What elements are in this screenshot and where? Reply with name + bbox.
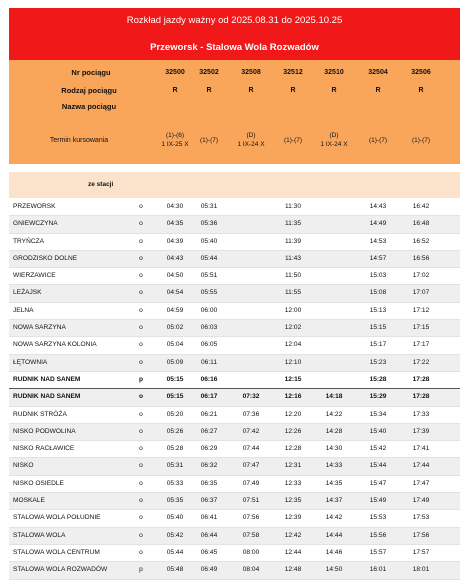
train-type: R: [172, 87, 178, 94]
departure-time: 12:15: [284, 375, 302, 383]
departure-time: 06:00: [200, 306, 218, 314]
departure-time: 07:36: [242, 410, 260, 418]
departure-time: 05:26: [166, 427, 184, 435]
departure-time: 14:53: [369, 237, 387, 245]
departure-time: 04:35: [166, 220, 184, 228]
stop-kind: p: [139, 566, 143, 574]
stop-kind: o: [139, 479, 143, 487]
departure-time: 15:08: [369, 289, 387, 297]
train-number: 32508: [241, 69, 261, 76]
departure-time: 15:23: [369, 358, 387, 366]
departure-time: 17:53: [412, 514, 430, 522]
departure-time: 12:04: [284, 341, 302, 349]
table-row: [9, 510, 460, 527]
train-number: 32506: [411, 69, 431, 76]
departure-time: 15:34: [369, 410, 387, 418]
departure-time: 05:40: [166, 514, 184, 522]
stop-kind: o: [139, 324, 143, 332]
schedule-period: 1 IX-24 X: [237, 141, 265, 148]
timetable-rows: [9, 199, 460, 580]
departure-time: 06:05: [200, 341, 218, 349]
station-name: LEŻAJSK: [13, 289, 42, 297]
train-number: 32504: [368, 69, 388, 76]
route-title: Przeworsk - Stalowa Wola Rozwadów: [150, 42, 319, 53]
schedule-days: (1)-(7): [411, 137, 431, 144]
train-number: 32510: [324, 69, 344, 76]
departure-time: 05:33: [166, 479, 184, 487]
departure-time: 08:00: [242, 548, 260, 556]
train-type: R: [375, 87, 381, 94]
departure-time: 17:15: [412, 324, 430, 332]
departure-time: 15:29: [369, 393, 387, 401]
departure-time: 04:39: [166, 237, 184, 245]
departure-time: 05:35: [166, 497, 184, 505]
departure-time: 17:02: [412, 272, 430, 280]
schedule-days: (1)-(7): [283, 137, 303, 144]
train-type: R: [331, 87, 337, 94]
departure-time: 06:35: [200, 479, 218, 487]
departure-time: 12:42: [284, 531, 302, 539]
departure-time: 17:28: [412, 393, 430, 401]
departure-time: 17:41: [412, 445, 430, 453]
departure-time: 15:28: [369, 375, 387, 383]
departure-time: 15:17: [369, 341, 387, 349]
departure-time: 14:43: [369, 203, 387, 210]
schedule-period: 1 IX-25 X: [161, 141, 189, 148]
schedule-days: (D): [329, 132, 339, 139]
departure-time: 11:43: [284, 254, 301, 262]
departure-time: 04:30: [166, 203, 184, 210]
departure-time: 15:53: [369, 514, 387, 522]
train-number-label: Nr pociągu: [71, 68, 111, 77]
table-row: [9, 562, 460, 579]
departure-time: 05:28: [166, 445, 184, 453]
departure-time: 14:49: [369, 220, 387, 228]
departure-time: 16:52: [412, 237, 430, 245]
stop-kind: o: [139, 445, 143, 453]
departure-time: 12:48: [284, 566, 302, 574]
station-name: RUDNIK STRÓŻA: [13, 410, 67, 418]
departure-time: 14:46: [325, 548, 343, 556]
departure-time: 12:00: [284, 306, 302, 314]
departure-time: 15:42: [369, 445, 387, 453]
stop-kind: o: [139, 548, 143, 556]
departure-time: 07:58: [242, 531, 260, 539]
train-number: 32502: [199, 69, 219, 76]
validity-title: Rozkład jazdy ważny od 2025.08.31 do 2025.10.25: [126, 15, 343, 26]
departure-time: 05:15: [166, 393, 184, 401]
station-name: ŁĘTOWNIA: [13, 358, 48, 366]
departure-time: 07:51: [242, 497, 260, 505]
table-row: [9, 528, 460, 545]
departure-time: 06:27: [200, 427, 218, 435]
station-name: NOWA SARZYNA: [13, 324, 66, 332]
table-row: [9, 320, 460, 337]
departure-time: 12:20: [284, 410, 302, 418]
stop-kind: o: [139, 462, 143, 470]
departure-time: 17:07: [412, 289, 430, 297]
departure-time: 04:59: [166, 306, 184, 314]
departure-time: 06:45: [200, 548, 218, 556]
departure-time: 04:54: [166, 289, 184, 297]
schedule-label: Termin kursowania: [49, 137, 109, 144]
table-row: [9, 355, 460, 372]
departure-time: 17:44: [412, 462, 430, 470]
stop-kind: o: [139, 514, 143, 522]
stop-kind: o: [139, 272, 143, 280]
departure-time: 06:41: [200, 514, 218, 522]
train-name-label: Nazwa pociągu: [61, 102, 117, 111]
departure-time: 07:56: [242, 514, 260, 522]
departure-time: 12:26: [284, 427, 302, 435]
departure-time: 17:49: [412, 497, 430, 505]
departure-time: 08:04: [242, 566, 260, 574]
table-row: [9, 268, 460, 285]
departure-time: 14:44: [325, 531, 343, 539]
departure-time: 14:57: [369, 254, 387, 262]
departure-time: 14:18: [325, 393, 343, 401]
departure-time: 12:16: [284, 393, 302, 401]
stop-kind: o: [139, 203, 143, 210]
table-row: [9, 234, 460, 251]
departure-time: 06:16: [200, 375, 218, 383]
table-row: [9, 389, 460, 406]
table-row: [9, 372, 460, 389]
departure-time: 07:47: [242, 462, 260, 470]
stop-kind: o: [138, 393, 144, 401]
departure-time: 17:28: [412, 375, 430, 383]
stop-kind: o: [139, 410, 143, 418]
departure-time: 12:02: [284, 324, 302, 332]
stop-kind: o: [139, 237, 143, 245]
station-name: TRYŃCZA: [13, 237, 45, 245]
departure-time: 06:11: [200, 358, 217, 366]
table-row: [9, 545, 460, 562]
departure-time: 05:48: [166, 566, 184, 574]
departure-time: 12:35: [284, 497, 302, 505]
departure-time: 06:37: [200, 497, 218, 505]
departure-time: 05:31: [200, 203, 218, 210]
train-type: R: [290, 87, 296, 94]
departure-time: 17:47: [412, 479, 430, 487]
departure-time: 11:30: [284, 203, 301, 210]
station-name: PRZEWORSK: [13, 203, 56, 210]
schedule-period: 1 IX-24 X: [320, 141, 348, 148]
departure-time: 05:44: [166, 548, 184, 556]
station-name: WIERZAWICE: [13, 272, 56, 280]
train-schedule: [395, 136, 447, 145]
departure-time: 17:57: [412, 548, 430, 556]
departure-time: 05:20: [166, 410, 184, 418]
departure-time: 14:28: [325, 427, 343, 435]
departure-time: 05:31: [166, 462, 184, 470]
departure-time: 16:48: [412, 220, 430, 228]
departure-time: 16:42: [412, 203, 430, 210]
departure-time: 17:33: [412, 410, 430, 418]
table-row: [9, 337, 460, 354]
train-number: 32512: [283, 69, 303, 76]
departure-time: 06:49: [200, 566, 218, 574]
departure-time: 16:01: [369, 566, 387, 574]
departure-time: 11:35: [284, 220, 301, 228]
from-station-label: ze stacji: [88, 181, 114, 188]
stop-kind: o: [139, 497, 143, 505]
station-name: NISKO RACŁAWICE: [13, 445, 75, 453]
departure-time: 05:44: [200, 254, 218, 262]
departure-time: 15:47: [369, 479, 387, 487]
departure-time: 12:39: [284, 514, 302, 522]
station-name: NISKO PODWOLINA: [13, 427, 76, 435]
departure-time: 15:13: [369, 306, 387, 314]
train-type: R: [248, 87, 254, 94]
schedule-days: (1)-(6): [165, 132, 185, 139]
departure-time: 06:03: [200, 324, 218, 332]
stop-kind: o: [139, 427, 143, 435]
departure-time: 04:43: [166, 254, 184, 262]
table-row: [9, 458, 460, 475]
departure-time: 06:44: [200, 531, 218, 539]
train-info-header: [9, 60, 460, 164]
departure-time: 17:56: [412, 531, 430, 539]
stop-kind: o: [139, 220, 143, 228]
table-row: [9, 216, 460, 233]
departure-time: 05:42: [166, 531, 184, 539]
departure-time: 04:50: [166, 272, 184, 280]
departure-time: 14:42: [325, 514, 343, 522]
departure-time: 05:02: [166, 324, 184, 332]
table-row: [9, 407, 460, 424]
train-number: 32500: [165, 69, 185, 76]
departure-time: 11:39: [284, 237, 301, 245]
departure-time: 14:30: [325, 445, 343, 453]
departure-time: 14:33: [325, 462, 343, 470]
direction-subheader: [9, 172, 460, 198]
departure-time: 12:33: [284, 479, 302, 487]
station-name: MOSKALE: [13, 497, 45, 505]
stop-kind: o: [139, 289, 143, 297]
station-name: NISKO: [13, 462, 34, 470]
departure-time: 17:39: [412, 427, 430, 435]
station-name: RUDNIK NAD SANEM: [13, 393, 81, 401]
departure-time: 15:56: [369, 531, 387, 539]
stop-kind: p: [138, 375, 144, 383]
station-name: STALOWA WOLA CENTRUM: [13, 548, 100, 556]
stop-kind: o: [139, 358, 143, 366]
departure-time: 15:03: [369, 272, 387, 280]
departure-time: 17:12: [412, 306, 430, 314]
departure-time: 12:44: [284, 548, 302, 556]
departure-time: 12:31: [284, 462, 302, 470]
stop-kind: o: [139, 306, 143, 314]
departure-time: 14:50: [325, 566, 343, 574]
station-name: JELNA: [13, 306, 34, 314]
station-name: NOWA SARZYNA KOLONIA: [13, 341, 97, 349]
train-type: R: [206, 87, 212, 94]
train-type: R: [418, 87, 424, 94]
departure-time: 06:32: [200, 462, 218, 470]
station-name: STALOWA WOLA: [13, 531, 66, 539]
timetable-header: [9, 8, 460, 60]
table-row: [9, 424, 460, 441]
departure-time: 07:44: [242, 445, 260, 453]
departure-time: 12:10: [284, 358, 302, 366]
table-row: [9, 476, 460, 493]
departure-time: 05:04: [166, 341, 184, 349]
stop-kind: o: [139, 341, 143, 349]
table-row: [9, 251, 460, 268]
stop-kind: o: [139, 254, 143, 262]
table-row: [9, 285, 460, 302]
schedule-days: (1)-(7): [199, 137, 219, 144]
departure-time: 07:49: [242, 479, 260, 487]
station-name: STALOWA WOLA ROZWADÓW: [13, 566, 108, 574]
departure-time: 11:55: [284, 289, 301, 297]
departure-time: 06:17: [200, 393, 218, 401]
table-row: [9, 199, 460, 216]
departure-time: 05:09: [166, 358, 184, 366]
departure-time: 15:49: [369, 497, 387, 505]
table-row: [9, 493, 460, 510]
schedule-days: (1)-(7): [368, 137, 388, 144]
station-name: STALOWA WOLA POŁUDNIE: [13, 514, 101, 522]
departure-time: 05:36: [200, 220, 218, 228]
table-row: [9, 303, 460, 320]
departure-time: 06:29: [200, 445, 218, 453]
departure-time: 14:35: [325, 479, 343, 487]
departure-time: 14:22: [325, 410, 343, 418]
departure-time: 15:57: [369, 548, 387, 556]
departure-time: 15:44: [369, 462, 387, 470]
departure-time: 07:42: [242, 427, 260, 435]
departure-time: 11:50: [284, 272, 301, 280]
table-row: [9, 441, 460, 458]
departure-time: 05:40: [200, 237, 218, 245]
departure-time: 05:15: [166, 375, 184, 383]
departure-time: 05:55: [200, 289, 218, 297]
departure-time: 17:17: [412, 341, 430, 349]
departure-time: 16:56: [412, 254, 430, 262]
departure-time: 05:51: [200, 272, 218, 280]
departure-time: 15:40: [369, 427, 387, 435]
departure-time: 12:28: [284, 445, 302, 453]
station-name: GRODZISKO DOLNE: [13, 254, 78, 262]
station-name: NISKO OSIEDLE: [13, 479, 64, 487]
stop-kind: o: [139, 531, 143, 539]
schedule-days: (D): [246, 132, 256, 139]
departure-time: 06:21: [200, 410, 218, 418]
departure-time: 07:32: [242, 393, 260, 401]
departure-time: 18:01: [412, 566, 430, 574]
station-name: RUDNIK NAD SANEM: [13, 375, 81, 383]
station-name: GNIEWCZYNA: [13, 220, 58, 228]
departure-time: 17:22: [412, 358, 430, 366]
train-type-label: Rodzaj pociągu: [61, 86, 117, 95]
departure-time: 15:15: [369, 324, 387, 332]
departure-time: 14:37: [325, 497, 343, 505]
